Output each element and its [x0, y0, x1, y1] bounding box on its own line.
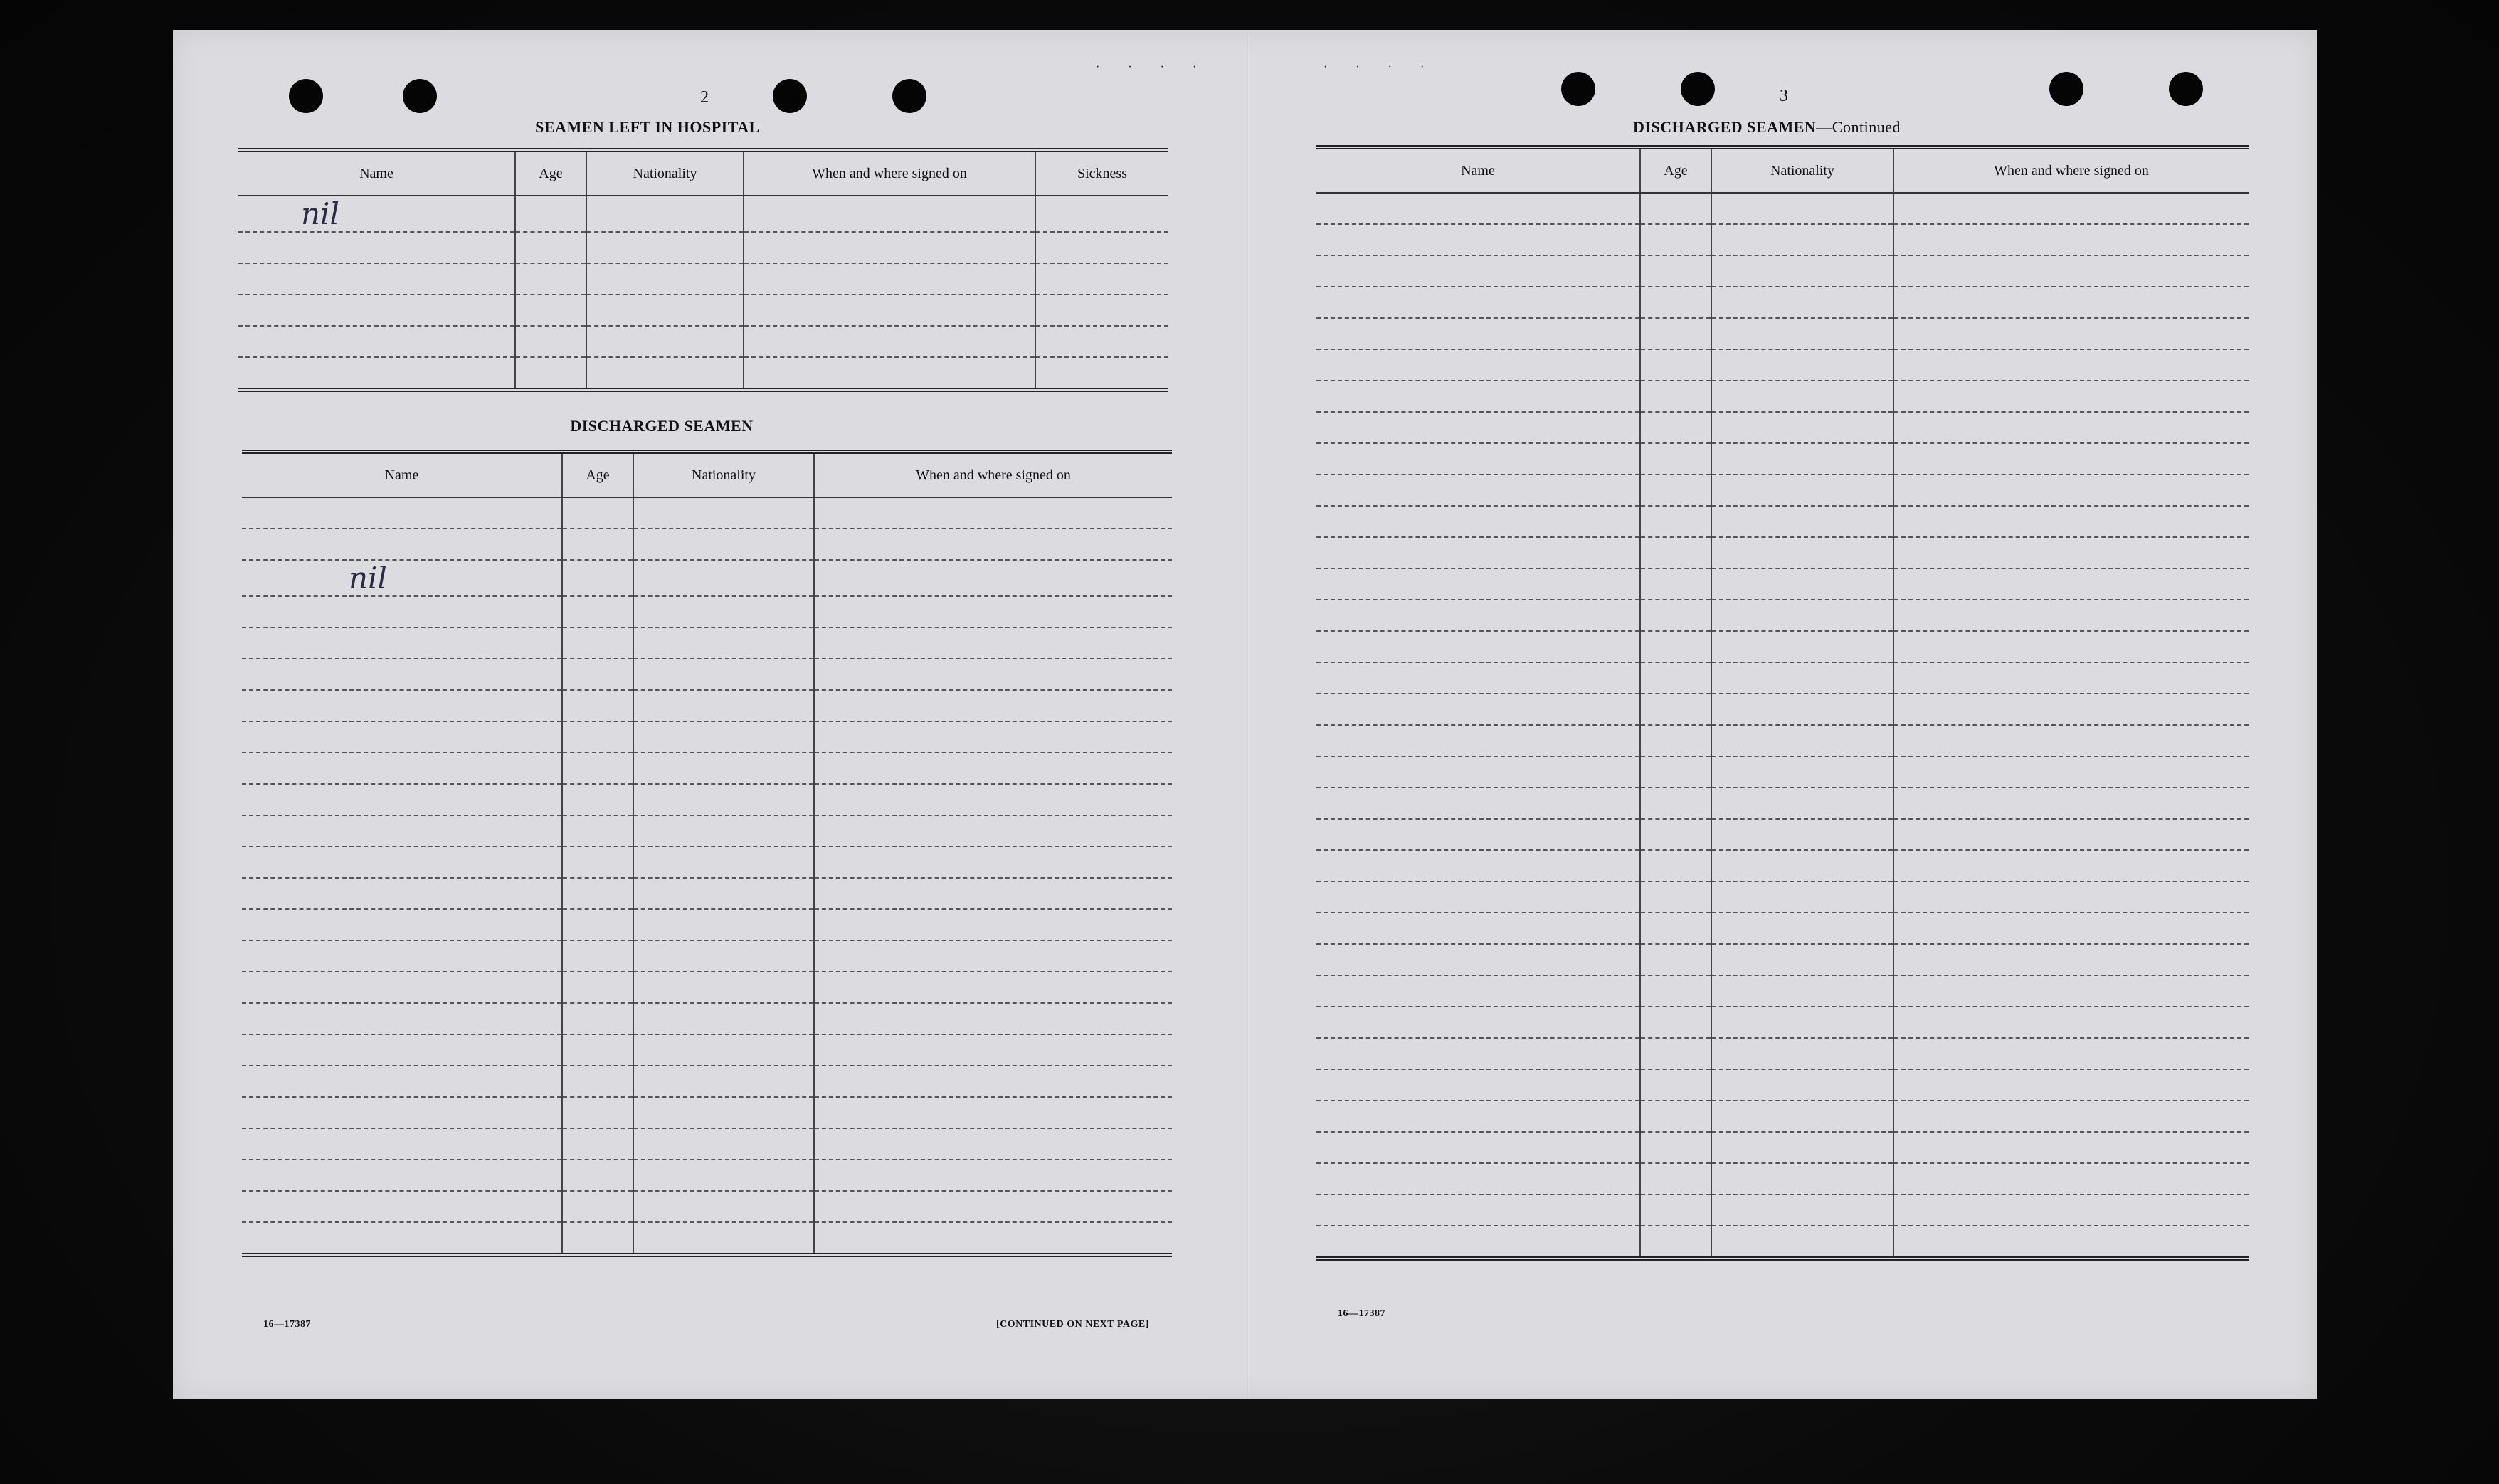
- table-row: [1316, 475, 2249, 506]
- print-speck: · · · ·: [1324, 61, 1437, 73]
- table-row: [1316, 850, 2249, 881]
- form-number-right: 16—17387: [1338, 1308, 1385, 1319]
- table-row: [1316, 1069, 2249, 1101]
- table-row: [238, 326, 1168, 357]
- table-row: [242, 690, 1172, 721]
- table-row: [1316, 349, 2249, 381]
- table-row: [1316, 224, 2249, 255]
- discharged-continued-title: [1504, 118, 2030, 137]
- discharged-continued-title-main: DISCHARGED SEAMEN: [1633, 118, 1817, 136]
- table-row: [1316, 506, 2249, 537]
- table-row: [1316, 443, 2249, 475]
- column-header-signed-on: When and where signed on: [1893, 147, 2249, 193]
- page-number-left: 2: [700, 88, 709, 107]
- table-row: [242, 1097, 1172, 1128]
- column-header-age: Age: [515, 150, 586, 196]
- table-row: [1316, 881, 2249, 913]
- continued-note: [CONTINUED ON NEXT PAGE]: [996, 1319, 1149, 1330]
- column-header-nationality: Nationality: [1711, 147, 1893, 193]
- table-row: [242, 1191, 1172, 1222]
- table-row: [1316, 318, 2249, 349]
- discharged-section-title: DISCHARGED SEAMEN: [570, 417, 754, 435]
- print-speck: · · · ·: [1096, 61, 1210, 73]
- punch-hole: [1561, 72, 1595, 106]
- table-row: [1316, 412, 2249, 443]
- table-row: [238, 196, 1168, 232]
- table-row: [242, 721, 1172, 753]
- table-row: [238, 232, 1168, 263]
- table-row: [242, 940, 1172, 972]
- table-row: [1316, 193, 2249, 224]
- table-row: [1316, 1038, 2249, 1069]
- table-row: [242, 1034, 1172, 1066]
- table-row: [1316, 1101, 2249, 1132]
- handwritten-entry: nil: [242, 560, 562, 596]
- table-row: [1316, 725, 2249, 756]
- form-number-left: 16—17387: [263, 1319, 311, 1330]
- discharged-table-right: [1316, 145, 2249, 1261]
- table-row: [1316, 975, 2249, 1007]
- table-row: [242, 753, 1172, 784]
- table-header-row: [1316, 147, 2249, 193]
- column-header-signed-on: When and where signed on: [814, 452, 1172, 497]
- table-row: [1316, 600, 2249, 631]
- table-row: [242, 878, 1172, 909]
- handwritten-entry: nil: [238, 196, 515, 232]
- table-row: [242, 659, 1172, 690]
- table-row: [1316, 788, 2249, 819]
- table-row: [242, 1222, 1172, 1255]
- table-row: [1316, 1132, 2249, 1163]
- table-row: [242, 972, 1172, 1003]
- table-row: [238, 357, 1168, 390]
- table-row: [1316, 255, 2249, 287]
- table-row: [1316, 1163, 2249, 1194]
- document-sheet: [173, 30, 2317, 1399]
- table-row: [1316, 287, 2249, 318]
- table-row: [242, 497, 1172, 529]
- page-number-right: 3: [1780, 87, 1788, 105]
- punch-hole: [892, 79, 926, 113]
- table-header-row: [238, 150, 1168, 196]
- table-row: [242, 560, 1172, 596]
- column-header-signed-on: When and where signed on: [744, 150, 1035, 196]
- table-row: [1316, 944, 2249, 975]
- discharged-table-left: [242, 450, 1172, 1257]
- table-header-row: [242, 452, 1172, 497]
- column-header-sickness: Sickness: [1035, 150, 1168, 196]
- table-row: [1316, 1226, 2249, 1258]
- column-header-age: Age: [562, 452, 633, 497]
- table-row: [1316, 756, 2249, 788]
- column-header-nationality: Nationality: [586, 150, 744, 196]
- hospital-section-title: SEAMEN LEFT IN HOSPITAL: [535, 118, 760, 136]
- table-row: [1316, 568, 2249, 600]
- table-row: [238, 295, 1168, 326]
- table-row: [1316, 1194, 2249, 1226]
- table-row: [242, 529, 1172, 560]
- punch-hole: [1681, 72, 1715, 106]
- table-row: [1316, 537, 2249, 568]
- table-row: [1316, 1007, 2249, 1038]
- column-header-nationality: Nationality: [633, 452, 814, 497]
- punch-hole: [2169, 72, 2203, 106]
- punch-hole: [773, 79, 807, 113]
- table-row: [1316, 694, 2249, 725]
- table-row: [1316, 662, 2249, 694]
- table-row: [1316, 913, 2249, 944]
- table-row: [238, 263, 1168, 295]
- table-row: [242, 1128, 1172, 1160]
- table-row: [1316, 381, 2249, 412]
- column-header-age: Age: [1640, 147, 1711, 193]
- table-row: [1316, 819, 2249, 850]
- table-row: [242, 784, 1172, 815]
- table-row: [242, 596, 1172, 627]
- hospital-table: [238, 148, 1168, 392]
- table-row: [242, 1003, 1172, 1034]
- table-row: [242, 1160, 1172, 1191]
- center-fold: [1247, 30, 1250, 1399]
- column-header-name: Name: [238, 150, 515, 196]
- table-row: [242, 1066, 1172, 1097]
- table-row: [242, 847, 1172, 878]
- column-header-name: Name: [242, 452, 562, 497]
- discharged-continued-title-suffix: —Continued: [1816, 118, 1901, 136]
- punch-hole: [403, 79, 437, 113]
- column-header-name: Name: [1316, 147, 1640, 193]
- table-row: [242, 627, 1172, 659]
- punch-hole: [289, 79, 323, 113]
- table-row: [242, 815, 1172, 847]
- table-row: [242, 909, 1172, 940]
- table-row: [1316, 631, 2249, 662]
- punch-hole: [2049, 72, 2083, 106]
